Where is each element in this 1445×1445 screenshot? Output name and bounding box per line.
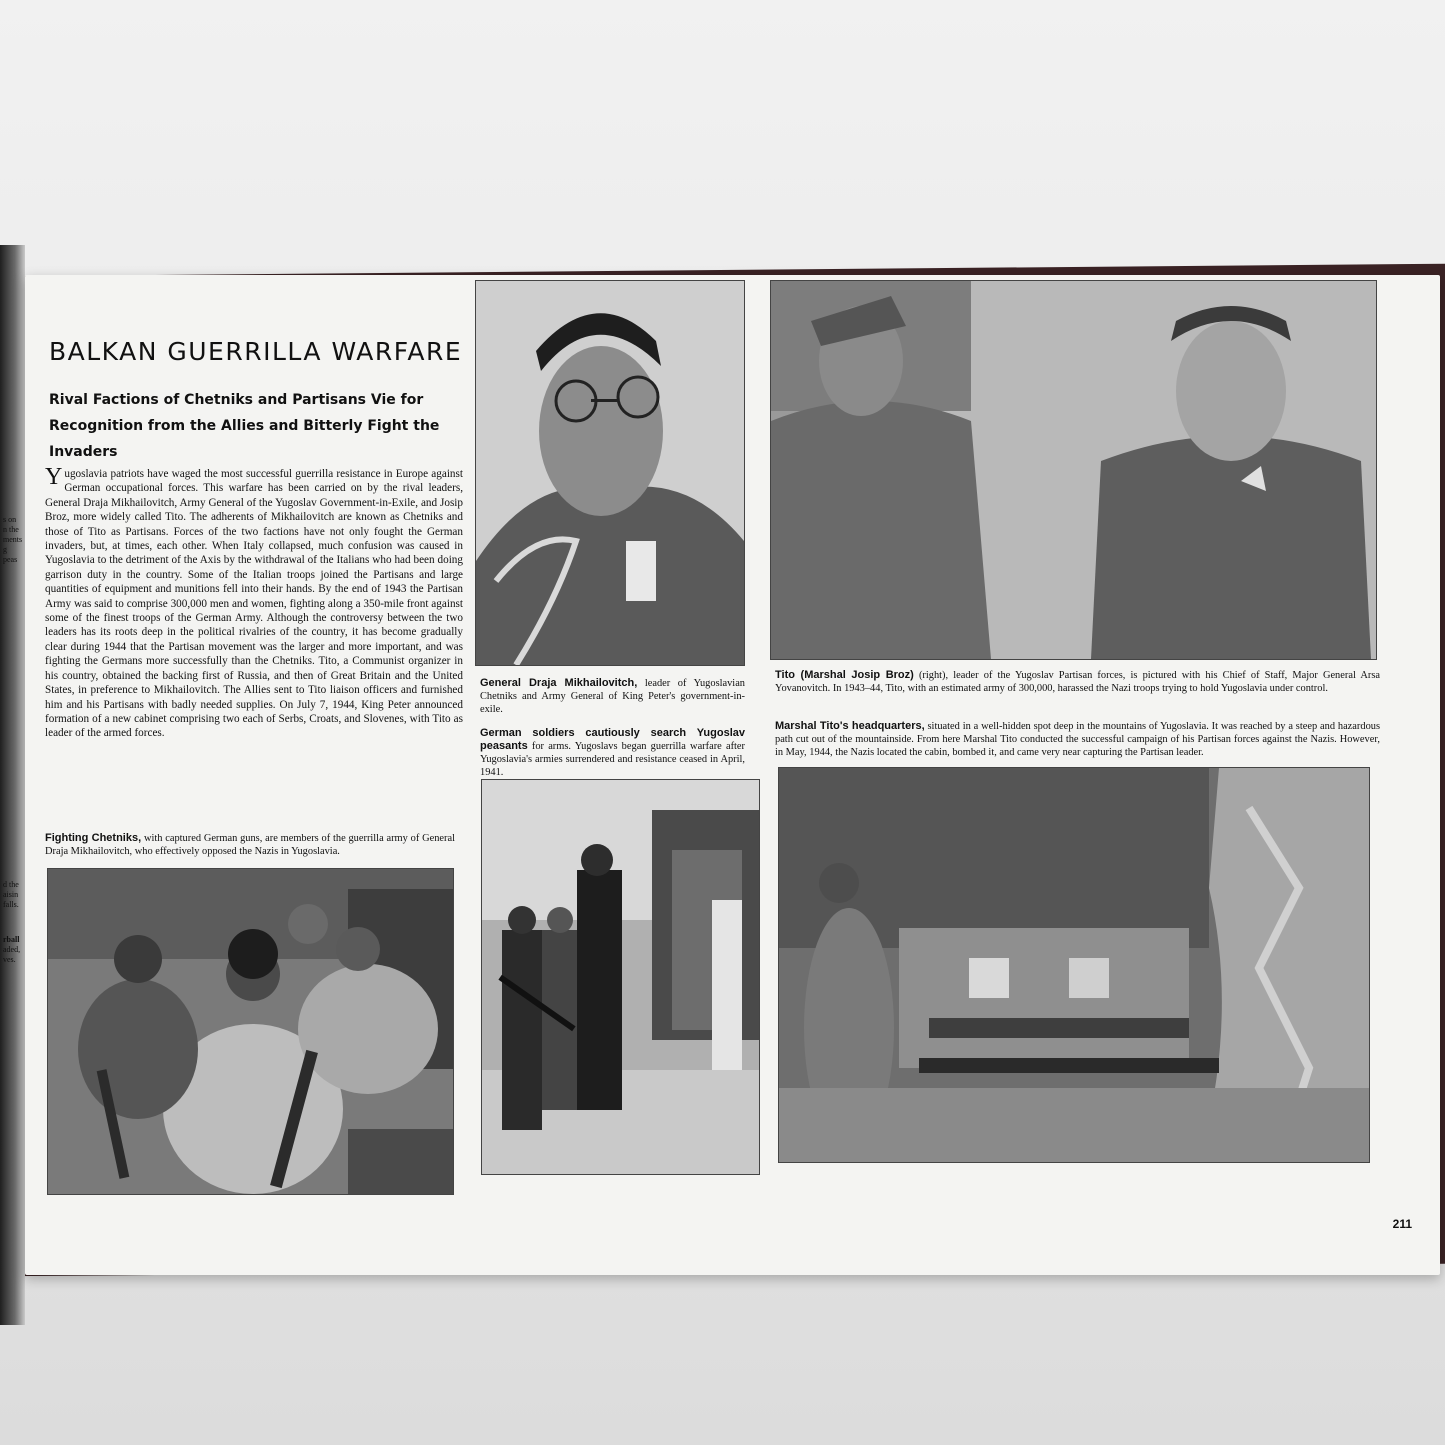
edge-fragment: s on (3, 515, 17, 524)
caption-text: for arms. Yugoslavs began guerrilla warfare after Yugoslavia's armies surrendered and resistance ceased in April, 1941. (480, 741, 745, 778)
edge-fragment: ves. (3, 955, 16, 964)
photo-mikhailovitch (475, 280, 745, 666)
caption-text: with captured German guns, are members of the guerrilla army of General Draja Mikhailovitch, who effectively opposed the Nazis in Yugoslavia. (45, 833, 455, 857)
photo-fighting-chetniks (47, 868, 454, 1195)
page-title: BALKAN GUERRILLA WARFARE (49, 337, 463, 366)
caption-lead: Tito (Marshal Josip Broz) (775, 669, 914, 681)
photo-german-soldiers (481, 779, 760, 1175)
caption-lead: General Draja Mikhailovitch, (480, 677, 638, 689)
page-subtitle: Rival Factions of Chetniks and Partisans Vie for Recognition from the Allies and Bitterly Fight the Invaders (49, 392, 440, 460)
book-page (25, 275, 1440, 1275)
caption-chetniks (45, 832, 455, 858)
edge-fragment: falls. (3, 900, 19, 909)
caption-lead: Fighting Chetniks, (45, 832, 142, 844)
edge-fragment: n the (3, 525, 19, 534)
edge-fragment: ments (3, 535, 23, 544)
caption-mikhailovitch (480, 677, 745, 716)
photo-tito (770, 280, 1377, 660)
caption-tito (775, 669, 1380, 695)
edge-fragment: aisin (3, 890, 19, 899)
photo-headquarters (778, 767, 1370, 1163)
article-body: Yugoslavia patriots have waged the most successful guerrilla resistance in Europe against German occupational forces. This warfare has been carried on by the rival leaders, General Draja Mikhailovitch, Army General of the Yugoslav Government-in-Exile, and Josip Broz, more widely called Tito. The adherents of Mikhailovitch are known as Chetniks and those of Tito as Partisans. Forces of the two factions have not only fought the German invaders, but, at times, each other. When Italy collapsed, much confusion was caused in Yugoslavia to the detriment of the Axis by the withdrawal of the Italians who had been doing garrison duty in the country. Some of the Italian troops joined the Partisans and large quantities of equipment and munitions fell into their hands. By the end of 1943 the Partisan Army was said to comprise 300,000 men and women, fighting along a 350-mile front against some of the finest troops of the German Army. Although the controversy between the two leaders has its roots deep in the political rivalries of the country, it has become gradually clear during 1944 that the Partisan movement was the larger and more important, and was fighting the Germans more successfully than the Chetniks. Tito, a Communist organizer in his country, obtained the backing first of Russia, and then of Great Britain and the United States, in preference to Mikhailovitch. The Allies sent to Tito liaison officers and furnished him and his Partisans with badly needed supplies. On July 7, 1944, King Peter announced formation of a new cabinet comprising two each of Serbs, Croats, and Slovenes, with Tito as leader of the armed forces. (45, 464, 463, 740)
caption-headquarters (775, 720, 1380, 759)
edge-fragment: aded, (3, 945, 21, 954)
edge-fragment: rball (3, 935, 20, 944)
caption-text: (right), leader of the Yugoslav Partisan forces, is pictured with his Chief of Staff, Major General Arsa Yovanovitch. In 1943–44, Tito, with an estimated army of 300,000, harassed the Nazi troops trying to hold Yugoslavia under control. (775, 670, 1381, 694)
edge-fragment: g peas (3, 545, 18, 564)
caption-text: situated in a well-hidden spot deep in the mountains of Yugoslavia. It was reached by a steep and hazardous path cut out of the mountainside. From here Marshal Tito conducted the successful campaign of his Partisan forces against the Nazis. However, in May, 1944, the Nazis located the cabin, bombed it, and came very near capturing the Partisan leader. (775, 721, 1380, 758)
caption-text: leader of Yugoslavian Chetniks and Army General of King Peter's government-in-exile. (480, 678, 745, 715)
page-number: 211 (1392, 1217, 1412, 1231)
caption-lead: Marshal Tito's headquarters, (775, 720, 925, 732)
caption-lead: German soldiers cautiously search Yugoslav peasants (480, 727, 745, 752)
left-page-edge (0, 245, 25, 1325)
edge-fragment: d the (3, 880, 19, 889)
caption-soldiers (480, 727, 745, 779)
